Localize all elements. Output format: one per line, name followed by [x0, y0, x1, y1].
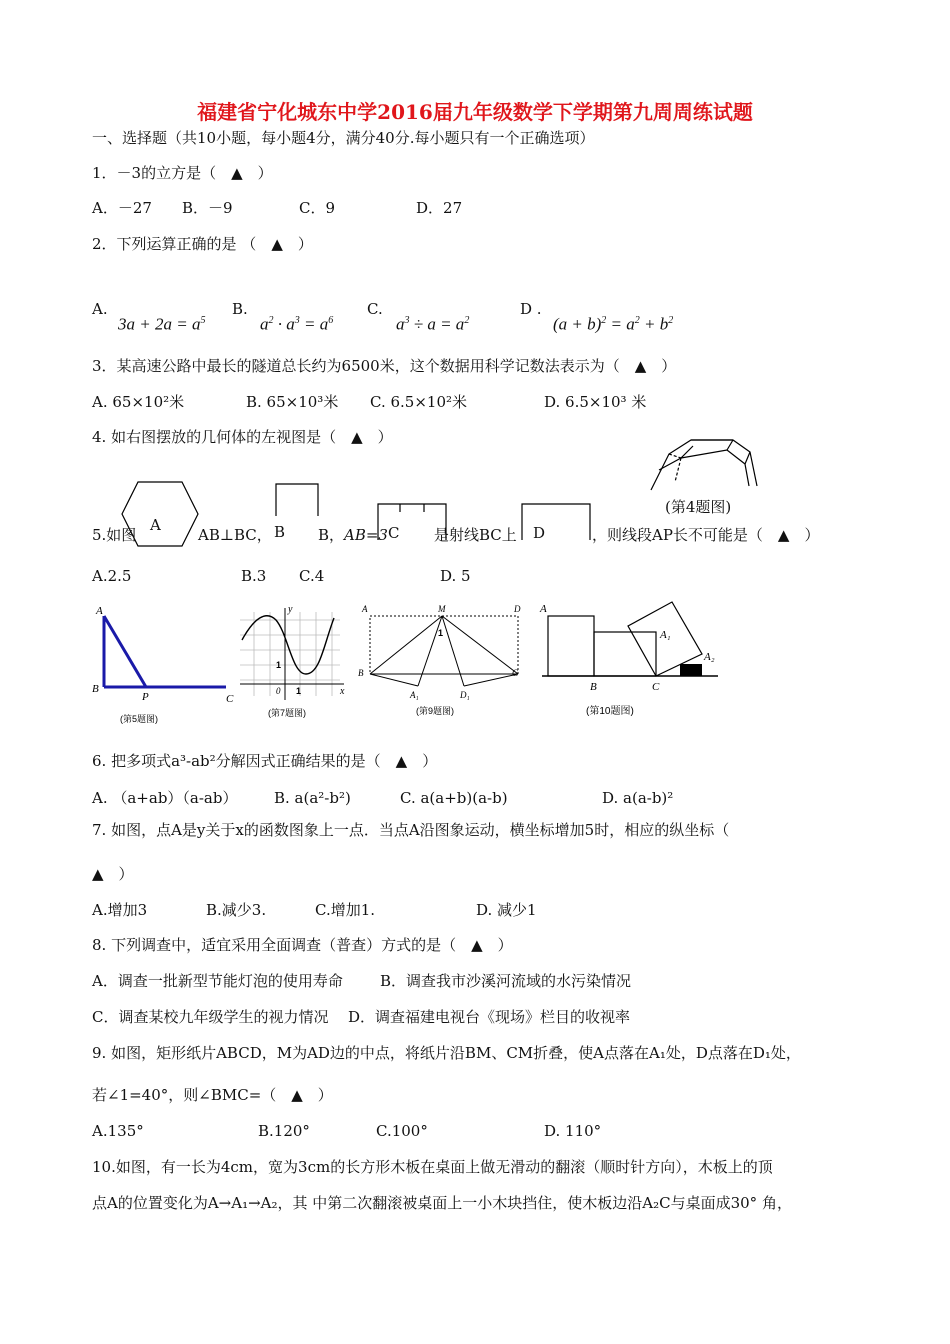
q2-expr-b: $a^2 \cdot a^3 = a^6$: [260, 314, 334, 334]
q6-option-d: D. a(a-b)²: [602, 789, 674, 807]
q8-stem: 8. 下列调查中，适宜采用全面调查（普查）方式的是（ ▲ ）: [92, 936, 513, 954]
q6-option-a: A. （a+ab）（a-ab）: [92, 789, 238, 807]
q7-stem-line2: ▲ ）: [92, 865, 134, 883]
q5-stem-part5: 是射线BC上: [434, 526, 517, 544]
figure-10: [536, 596, 726, 718]
q3-stem: 3．某高速公路中最长的隧道总长约为6500米，这个数据用科学记数法表示为（ ▲ ）: [92, 357, 677, 375]
q4-stem: 4. 如右图摆放的几何体的左视图是（ ▲ ）: [92, 428, 393, 446]
q1-option-c: C．9: [299, 199, 336, 217]
fig10-label-c: C: [652, 681, 660, 693]
fig9-label-a: A: [362, 604, 368, 614]
fig10-label-a2: A₂: [704, 651, 715, 663]
q5-stem-part2: AB⊥BC，: [198, 526, 272, 544]
q2-stem: 2．下列运算正确的是 （ ▲ ）: [92, 235, 313, 253]
q2-expr-d: $(a + b)^2 = a^2 + b^2$: [553, 314, 674, 334]
q10-stem-line2: 点A的位置变化为A→A₁→A₂，其 中第二次翻滚被桌面上一小木块挡住，使木板边沿A₂C与桌面成30° 角，: [92, 1194, 792, 1212]
fig10-label-a1: A₁: [660, 629, 671, 641]
q1-option-a: A．－27: [92, 199, 152, 217]
fig10-caption: (第10题图): [586, 706, 634, 717]
fig7-label-x: x: [340, 686, 345, 697]
q8-option-b: B．调查我市沙溪河流域的水污染情况: [380, 972, 632, 990]
q9-option-d: D. 110°: [544, 1122, 602, 1140]
q4-figure-caption: (第4题图): [665, 498, 732, 516]
q6-option-c: C. a(a+b)(a-b): [400, 789, 508, 807]
q3-option-c: C. 6.5×10²米: [370, 393, 468, 411]
fig9-label-d1: D₁: [460, 690, 470, 700]
q7-option-a: A.增加3: [92, 901, 148, 919]
q2-label-b: B.: [232, 300, 248, 318]
fig5-label-p: P: [142, 691, 149, 703]
q5-option-c: C.4: [299, 567, 325, 585]
fig7-label-one-y: 1: [276, 660, 282, 670]
fig7-label-y: y: [288, 604, 293, 615]
fig9-label-d: D: [514, 604, 521, 614]
fig7-caption: (第7题图): [268, 708, 306, 718]
q5-option-d: D. 5: [440, 567, 471, 585]
q2-expr-a: $3a + 2a = a^5$: [118, 314, 206, 334]
q3-option-b: B. 65×10³米: [246, 393, 339, 411]
q8-option-c: C．调查某校九年级学生的视力情况: [92, 1008, 329, 1026]
figure-9: [356, 604, 528, 714]
section-heading: 一、选择题（共10小题，每小题4分，满分40分.每小题只有一个正确选项）: [92, 129, 595, 147]
q9-stem-line1: 9. 如图，矩形纸片ABCD，M为AD边的中点，将纸片沿BM、CM折叠，使A点落在A₁处，D点落在D₁处，: [92, 1044, 801, 1062]
figure-5: [88, 604, 238, 724]
figure-7: [236, 604, 350, 718]
q5-option-a: A.2.5: [92, 567, 132, 585]
fig7-label-zero: 0: [276, 686, 281, 696]
q4-option-c-label: C: [388, 524, 400, 542]
fig7-label-one-x: 1: [296, 686, 302, 696]
q9-option-a: A.135°: [92, 1122, 144, 1140]
q7-option-c: C.增加1.: [315, 901, 376, 919]
q3-option-d: D. 6.5×10³ 米: [544, 393, 647, 411]
q10-stem-line1: 10.如图，有一长为4cm，宽为3cm的长方形木板在桌面上做无滑动的翻滚（顺时针方向），木板上的顶: [92, 1158, 773, 1176]
q2-expr-c: $a^3 \div a = a^2$: [396, 314, 470, 334]
q2-label-c: C.: [367, 300, 383, 318]
fig9-label-one: 1: [438, 628, 444, 638]
q7-stem-line1: 7. 如图，点A是y关于x的函数图象上一点．当点A沿图象运动，横坐标增加5时，相应的纵坐标（: [92, 821, 730, 839]
q3-option-a: A. 65×10²米: [92, 393, 185, 411]
q8-option-d: D．调查福建电视台《现场》栏目的收视率: [348, 1008, 631, 1026]
q9-option-b: B.120°: [258, 1122, 310, 1140]
q5-stem-part3: B，: [318, 526, 345, 544]
q2-label-d: D .: [520, 300, 542, 318]
fig10-label-a: A: [540, 603, 547, 615]
q7-option-d: D. 减少1: [476, 901, 537, 919]
q5-stem-part6: ，则线段AP长不可能是（ ▲ ）: [592, 526, 820, 544]
q5-option-b: B.3: [241, 567, 267, 585]
q9-stem-line2: 若∠1=40°，则∠BMC=（ ▲ ）: [92, 1086, 333, 1104]
q8-option-a: A．调查一批新型节能灯泡的使用寿命: [92, 972, 343, 990]
q6-option-b: B. a(a²-b²): [274, 789, 351, 807]
fig9-label-m: M: [438, 604, 446, 614]
page-title: 福建省宁化城东中学2016届九年级数学下学期第九周周练试题: [197, 100, 753, 124]
fig10-label-b: B: [590, 681, 597, 693]
q9-option-c: C.100°: [376, 1122, 428, 1140]
fig5-label-b: B: [92, 683, 99, 695]
q5-stem-part4: AB=3: [344, 526, 388, 544]
q2-label-a: A.: [92, 300, 108, 318]
q7-option-b: B.减少3.: [206, 901, 267, 919]
q1-option-d: D．27: [416, 199, 463, 217]
q6-stem: 6. 把多项式a³-ab²分解因式正确结果的是（ ▲ ）: [92, 752, 438, 770]
fig9-label-c: C: [512, 668, 519, 678]
fig5-caption: (第5题图): [120, 714, 158, 724]
fig9-label-b: B: [358, 668, 364, 678]
fig5-label-a: A: [96, 605, 103, 617]
q4-option-a-label: A: [150, 516, 161, 534]
q4-solid-figure: [645, 430, 760, 498]
q4-option-d-label: D: [533, 524, 546, 542]
q1-stem: 1．－3的立方是（ ▲ ）: [92, 164, 273, 182]
q4-option-b-square: [274, 482, 320, 518]
fig9-caption: (第9题图): [416, 706, 454, 716]
q1-option-b: B．－9: [182, 199, 233, 217]
fig5-label-c: C: [226, 693, 234, 705]
q4-option-b-label: B: [274, 523, 286, 541]
q4-option-d-shape: [520, 502, 592, 542]
fig9-label-a1: A₁: [410, 690, 419, 700]
q5-stem-part1: 5.如图: [92, 526, 137, 544]
